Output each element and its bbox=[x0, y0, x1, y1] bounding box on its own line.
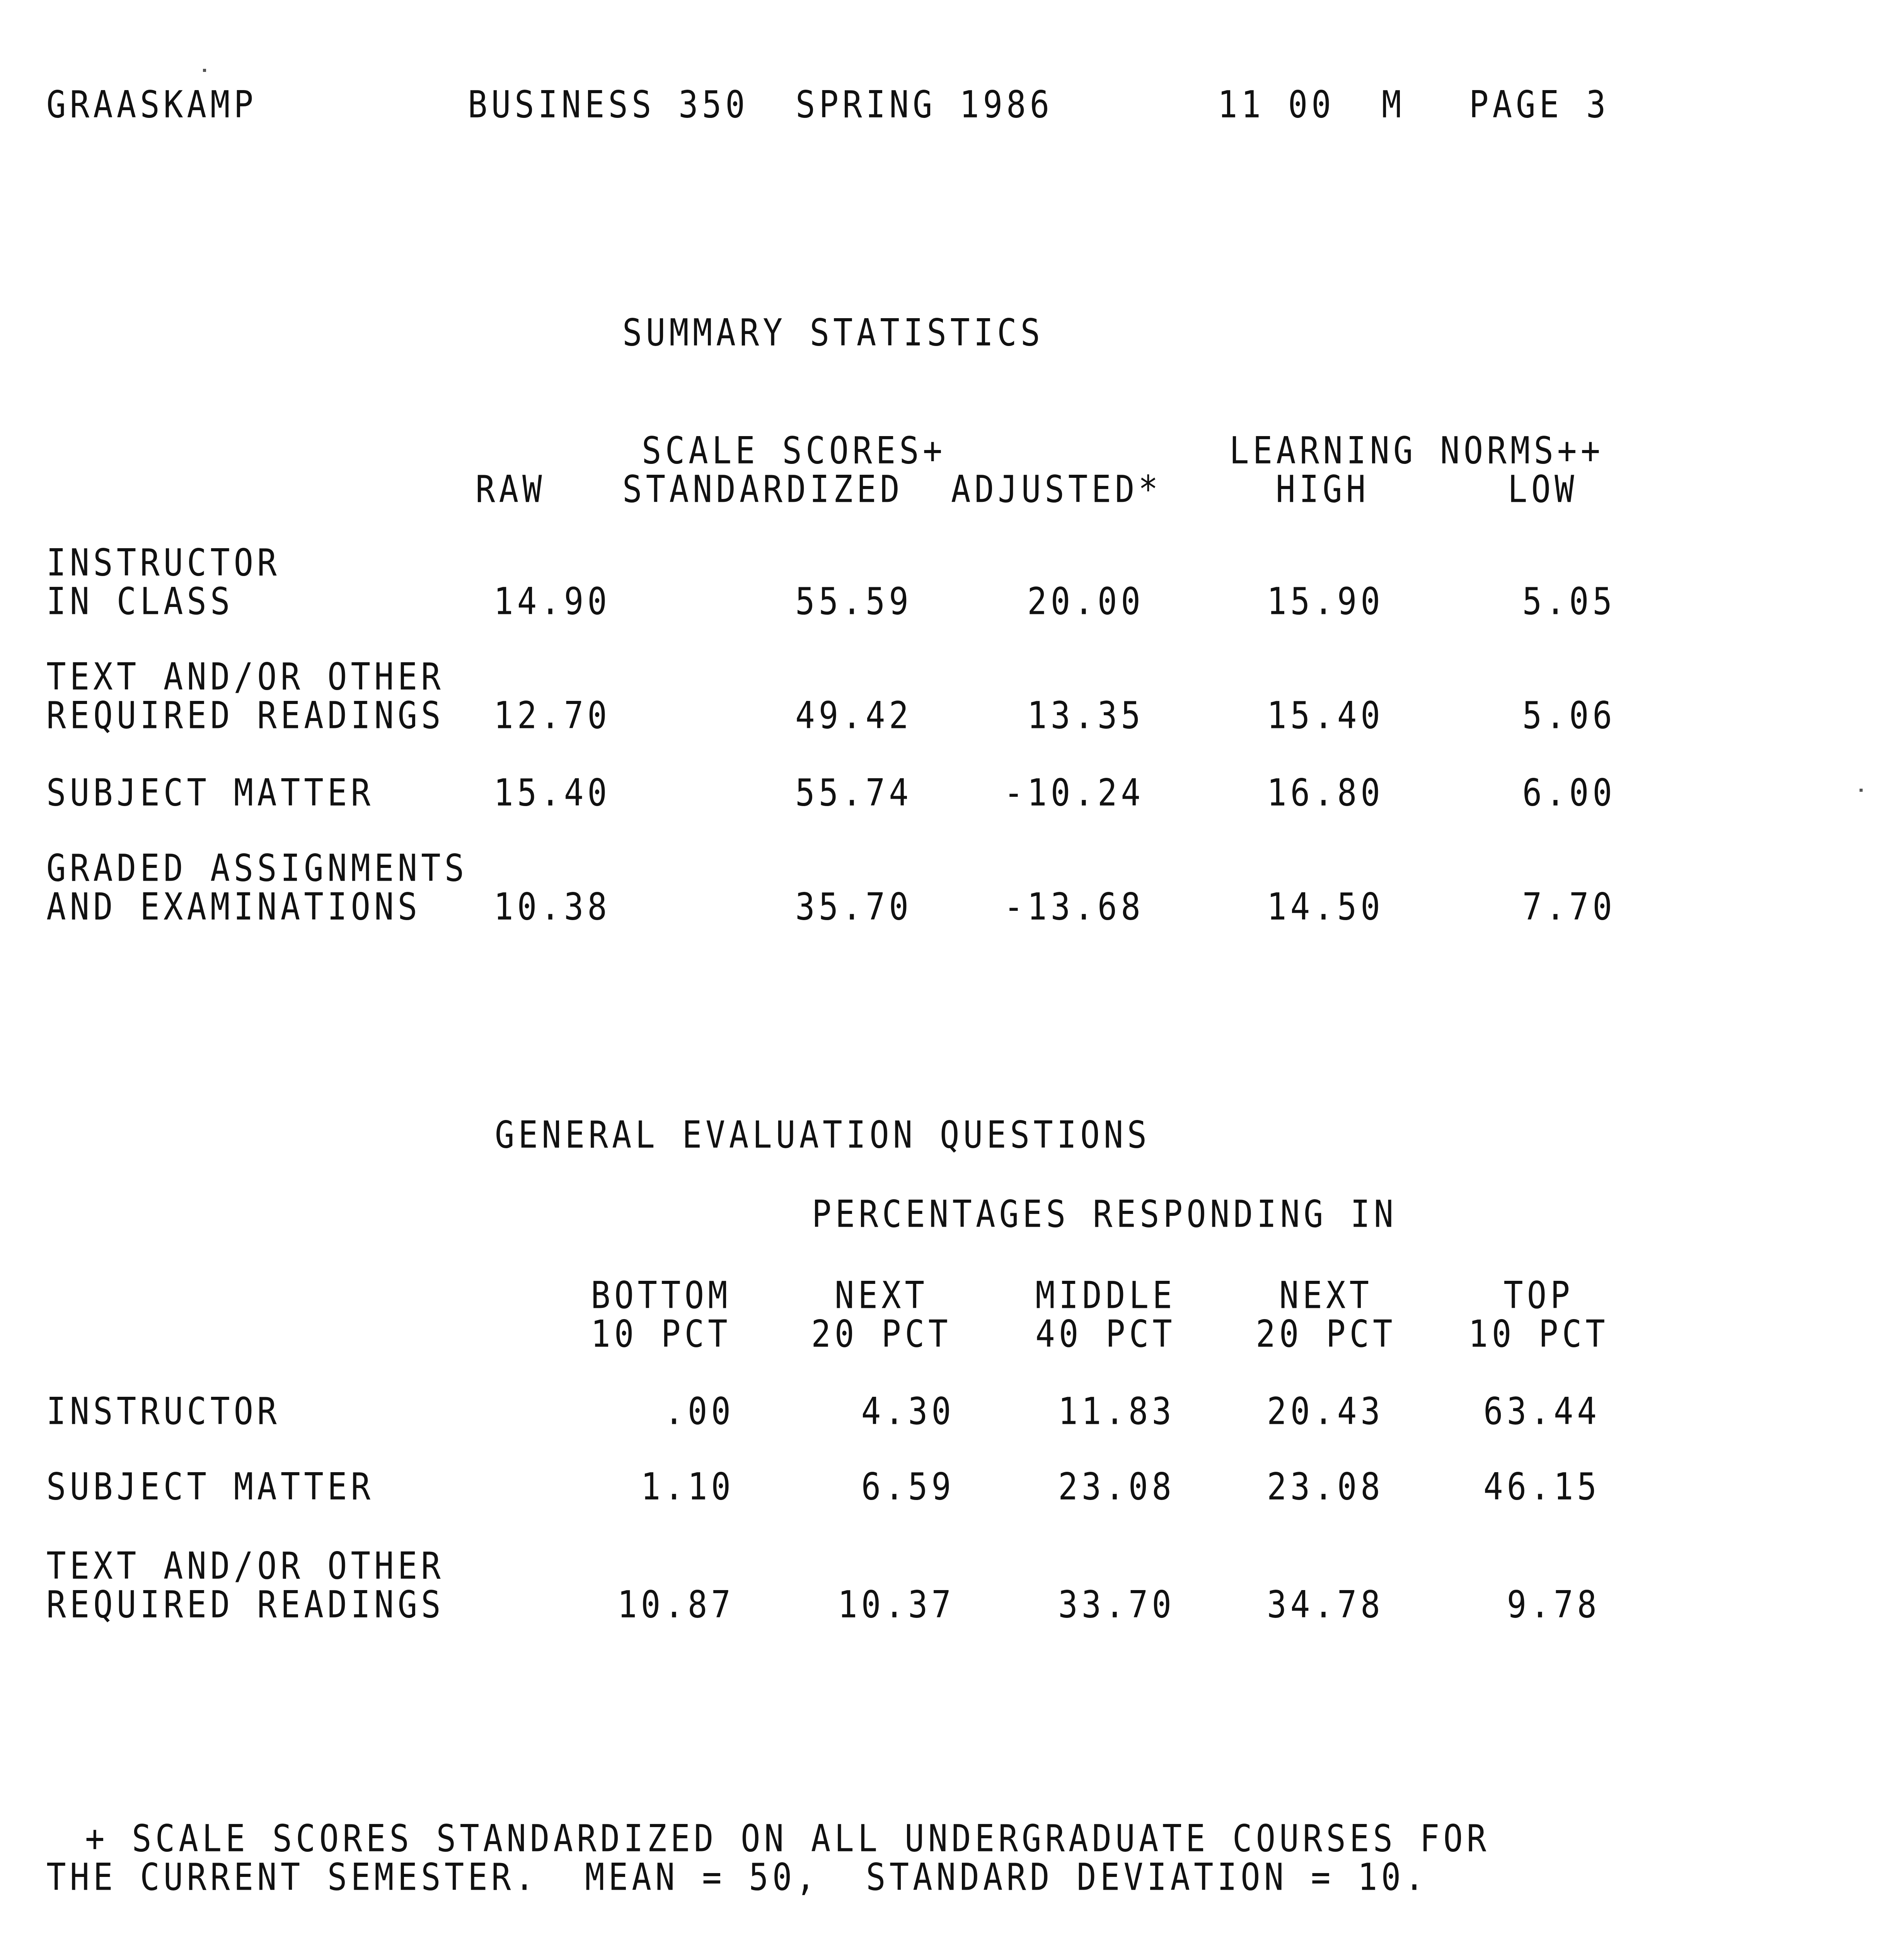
bottom-10-value: .00 bbox=[664, 1389, 735, 1433]
column-header-high: HIGH bbox=[1276, 467, 1370, 511]
footnote-scale-line2: THE CURRENT SEMESTER. MEAN = 50, STANDARD DEVIATION = 10. bbox=[46, 1855, 1428, 1899]
next-20-high-value: 34.78 bbox=[1267, 1582, 1384, 1626]
summary-title: SUMMARY STATISTICS bbox=[622, 310, 1044, 355]
next-20-high-value: 20.43 bbox=[1267, 1389, 1384, 1433]
high-value: 15.90 bbox=[1267, 579, 1384, 623]
row-label-line2: AND EXAMINATIONS bbox=[46, 885, 421, 929]
column-header-top: TOP bbox=[1503, 1273, 1574, 1317]
column-header-adjusted: ADJUSTED* bbox=[951, 467, 1162, 511]
column-header-next-high-pct: 20 PCT bbox=[1256, 1312, 1396, 1356]
row-label-line2: IN CLASS bbox=[46, 579, 234, 623]
scale-scores-group-label: SCALE SCORES+ bbox=[642, 428, 946, 472]
header-time: 11 00 M bbox=[1218, 82, 1405, 126]
general-evaluation-title: GENERAL EVALUATION QUESTIONS bbox=[495, 1113, 1151, 1157]
low-value: 5.05 bbox=[1522, 579, 1616, 623]
adjusted-value: 20.00 bbox=[1027, 579, 1144, 623]
next-20-low-value: 4.30 bbox=[861, 1389, 955, 1433]
high-value: 15.40 bbox=[1267, 693, 1384, 737]
adjusted-value: 13.35 bbox=[1027, 693, 1144, 737]
row-label-line1: SUBJECT MATTER bbox=[46, 1464, 375, 1509]
percentages-subtitle: PERCENTAGES RESPONDING IN bbox=[812, 1192, 1398, 1236]
middle-40-value: 11.83 bbox=[1058, 1389, 1175, 1433]
footnote-scale-line1: + SCALE SCORES STANDARDIZED ON ALL UNDERGRADUATE COURSES FOR bbox=[85, 1816, 1490, 1860]
row-label-line1: INSTRUCTOR bbox=[46, 1389, 281, 1433]
row-label-line1: GRADED ASSIGNMENTS bbox=[46, 846, 468, 890]
raw-value: 12.70 bbox=[494, 693, 611, 737]
learning-norms-group-label: LEARNING NORMS++ bbox=[1229, 428, 1604, 472]
next-20-low-value: 10.37 bbox=[838, 1582, 955, 1626]
column-header-next-low: NEXT bbox=[834, 1273, 929, 1317]
bottom-10-value: 10.87 bbox=[617, 1582, 735, 1626]
standardized-value: 49.42 bbox=[795, 693, 912, 737]
high-value: 16.80 bbox=[1267, 770, 1384, 815]
header-name: GRAASKAMP bbox=[46, 82, 257, 126]
bottom-10-value: 1.10 bbox=[641, 1464, 735, 1509]
column-header-next-high: NEXT bbox=[1279, 1273, 1373, 1317]
row-label-line1: SUBJECT MATTER bbox=[46, 770, 375, 815]
raw-value: 15.40 bbox=[494, 770, 611, 815]
column-header-raw: RAW bbox=[476, 467, 546, 511]
raw-value: 10.38 bbox=[494, 885, 611, 929]
adjusted-value: -13.68 bbox=[1004, 885, 1144, 929]
row-label-line1: INSTRUCTOR bbox=[46, 540, 281, 585]
header-course: BUSINESS 350 SPRING 1986 bbox=[468, 82, 1053, 126]
header-page-number: PAGE 3 bbox=[1469, 82, 1610, 126]
column-header-standardized: STANDARDIZED bbox=[622, 467, 903, 511]
column-header-middle: MIDDLE bbox=[1035, 1273, 1176, 1317]
standardized-value: 55.59 bbox=[795, 579, 912, 623]
row-label-line2: REQUIRED READINGS bbox=[46, 693, 445, 737]
column-header-top-pct: 10 PCT bbox=[1468, 1312, 1609, 1356]
print-speck bbox=[203, 69, 206, 72]
adjusted-value: -10.24 bbox=[1004, 770, 1144, 815]
row-label-line1: TEXT AND/OR OTHER bbox=[46, 1544, 445, 1588]
raw-value: 14.90 bbox=[494, 579, 611, 623]
column-header-bottom-pct: 10 PCT bbox=[591, 1312, 731, 1356]
top-10-value: 9.78 bbox=[1507, 1582, 1601, 1626]
row-label-line2: REQUIRED READINGS bbox=[46, 1582, 445, 1626]
print-speck bbox=[1860, 789, 1863, 792]
next-20-low-value: 6.59 bbox=[861, 1464, 955, 1509]
row-label-line1: TEXT AND/OR OTHER bbox=[46, 655, 445, 699]
column-header-low: LOW bbox=[1508, 467, 1578, 511]
column-header-middle-pct: 40 PCT bbox=[1035, 1312, 1176, 1356]
column-header-next-low-pct: 20 PCT bbox=[811, 1312, 952, 1356]
standardized-value: 35.70 bbox=[795, 885, 912, 929]
top-10-value: 46.15 bbox=[1483, 1464, 1601, 1509]
middle-40-value: 33.70 bbox=[1058, 1582, 1175, 1626]
low-value: 7.70 bbox=[1522, 885, 1616, 929]
standardized-value: 55.74 bbox=[795, 770, 912, 815]
high-value: 14.50 bbox=[1267, 885, 1384, 929]
top-10-value: 63.44 bbox=[1483, 1389, 1601, 1433]
column-header-bottom: BOTTOM bbox=[591, 1273, 731, 1317]
middle-40-value: 23.08 bbox=[1058, 1464, 1175, 1509]
low-value: 6.00 bbox=[1522, 770, 1616, 815]
low-value: 5.06 bbox=[1522, 693, 1616, 737]
next-20-high-value: 23.08 bbox=[1267, 1464, 1384, 1509]
